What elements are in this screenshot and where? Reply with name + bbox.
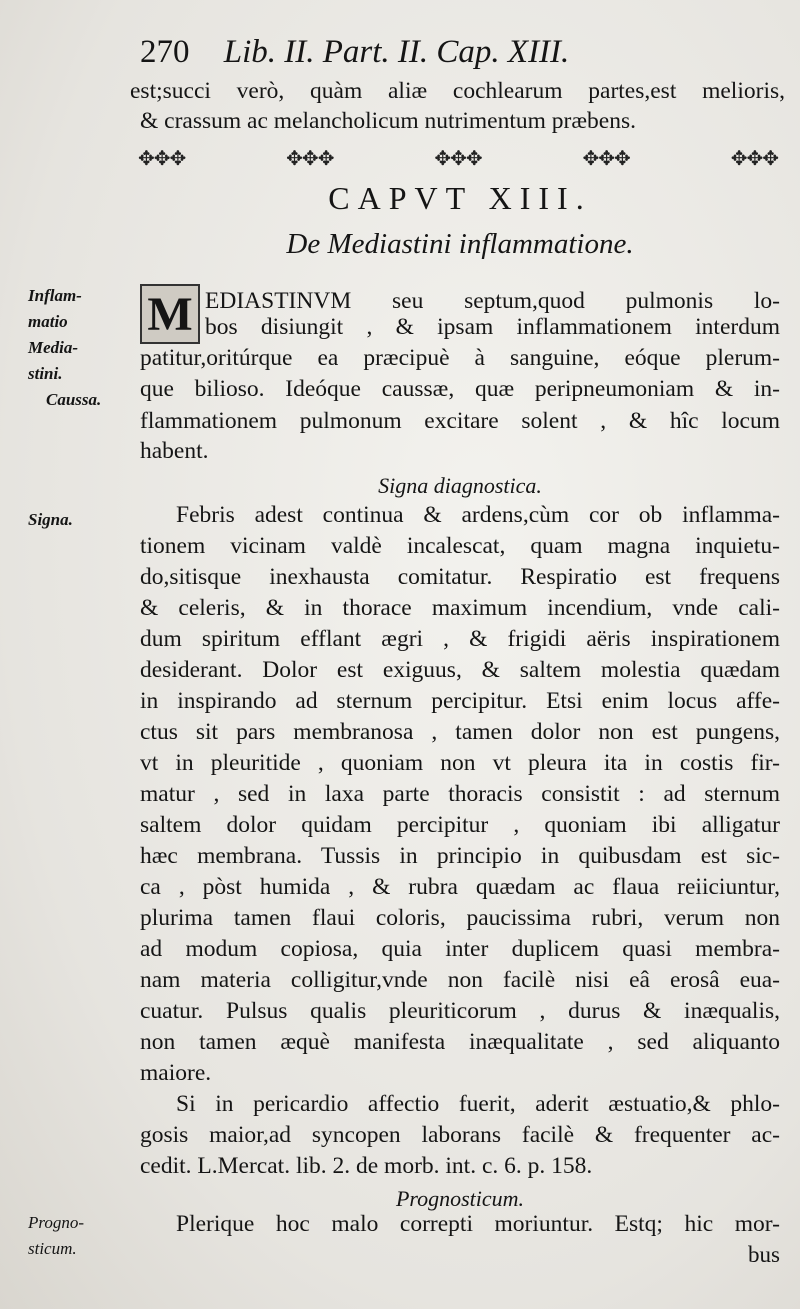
paragraph-line: vt in pleuritide , quoniam non vt pleura ita in costis fir- (140, 752, 780, 776)
margin-note-inflammatio (28, 283, 123, 413)
paragraph-line: ca , pòst humida , & rubra quædam ac flaua reiiciuntur, (140, 876, 780, 900)
ornament-glyph: ✥✥✥ (286, 146, 334, 170)
paragraph-line: ctus sit pars membranosa , tamen dolor non est pungens, (140, 721, 780, 745)
paragraph-line: gosis maior,ad syncopen laborans facilè & frequenter ac- (140, 1124, 780, 1148)
paragraph-line: in inspirando ad sternum percipitur. Etsi enim locus affe- (140, 690, 780, 714)
paragraph-line: bos disiungit , & ipsam inflammationem interdum (205, 316, 780, 340)
margin-note-line: Inflam- (28, 286, 82, 305)
paragraph-line: & celeris, & in thorace maximum incendium, vnde cali- (140, 597, 780, 621)
section-heading-signa: Signa diagnostica. (378, 473, 542, 498)
paragraph-line: desiderant. Dolor est exiguus, & saltem molestia quædam (140, 659, 780, 683)
catchword: bus (748, 1242, 780, 1267)
paragraph-line: flammationem pulmonum excitare solent , & hîc locum (140, 410, 780, 434)
paragraph-line: Febris adest continua & ardens,cùm cor ob inflamma- (176, 504, 780, 528)
ornament-glyph: ✥✥✥ (582, 146, 630, 170)
margin-note-line: Media- (28, 338, 79, 357)
paragraph-line: dum spiritum efflant ægri , & frigidi aëris inspirationem (140, 628, 780, 652)
paragraph-line: plurima tamen flaui coloris, paucissima rubri, verum non (140, 907, 780, 931)
paragraph-line: EDIASTINVM seu septum,quod pulmonis lo- (205, 290, 780, 314)
margin-note-prognosticum (28, 1210, 123, 1262)
paragraph-line: saltem dolor quidam percipitur , quoniam ibi alligatur (140, 814, 780, 838)
margin-note-line: Caussa. (46, 390, 102, 409)
paragraph-line: maiore. (140, 1062, 212, 1086)
paragraph-line: matur , sed in laxa parte thoracis consistit : ad sternum (140, 783, 780, 807)
paragraph-line: nam materia colligitur,vnde non facilè nisi eâ erosâ eua- (140, 969, 780, 993)
running-title: Lib. II. Part. II. Cap. XIII. (223, 34, 570, 70)
ornament-glyph: ✥✥✥ (138, 146, 186, 170)
paragraph-line: Plerique hoc malo correpti moriuntur. Estq; hic mor- (176, 1213, 780, 1237)
paragraph-line: ad modum copiosa, quia inter duplicem quasi membra- (140, 938, 780, 962)
intro-line: est;succi verò, quàm aliæ cochlearum partes,est melioris, (130, 80, 785, 104)
section-heading-prognosticum: Prognosticum. (395, 1186, 525, 1211)
margin-note-signa: Signa. (28, 510, 73, 529)
margin-note-line: matio (28, 312, 68, 331)
ornament-glyph: ✥✥✥ (730, 146, 778, 170)
paragraph-line: que bilioso. Ideóque caussæ, quæ peripneumoniam & in- (140, 378, 780, 402)
paragraph-line: cuatur. Pulsus qualis pleuriticorum , durus & inæqualis, (140, 1000, 780, 1024)
page-number: 270 (140, 34, 190, 70)
paragraph-line: cedit. L.Mercat. lib. 2. de morb. int. c. 6. p. 158. (140, 1155, 593, 1179)
chapter-title: CAPVT XIII. (328, 180, 592, 216)
chapter-subtitle: De Mediastini inflammatione. (286, 228, 634, 260)
ornament-divider (138, 146, 778, 170)
running-header (140, 34, 780, 74)
paragraph-line: hæc membrana. Tussis in principio in quibusdam est sic- (140, 845, 780, 869)
paragraph-line: patitur,oritúrque ea præcipuè à sanguine, eóque plerum- (140, 347, 780, 371)
paragraph-line: tionem vicinam valdè incalescat, quam magna inquietu- (140, 535, 780, 559)
paragraph-line: habent. (140, 440, 209, 464)
paragraph-line: do,sitisque inexhausta comitatur. Respiratio est frequens (140, 566, 780, 590)
margin-note-line: sticum. (28, 1239, 77, 1258)
intro-line: & crassum ac melancholicum nutrimentum præbens. (140, 110, 636, 134)
margin-note-line: stini. (28, 364, 63, 383)
drop-cap: M (140, 284, 200, 344)
paragraph-line: non tamen æquè manifesta inæqualitate , sed aliquanto (140, 1031, 780, 1055)
ornament-glyph: ✥✥✥ (434, 146, 482, 170)
paragraph-line: Si in pericardio affectio fuerit, aderit æstuatio,& phlo- (176, 1093, 780, 1117)
margin-note-line: Progno- (28, 1213, 85, 1232)
